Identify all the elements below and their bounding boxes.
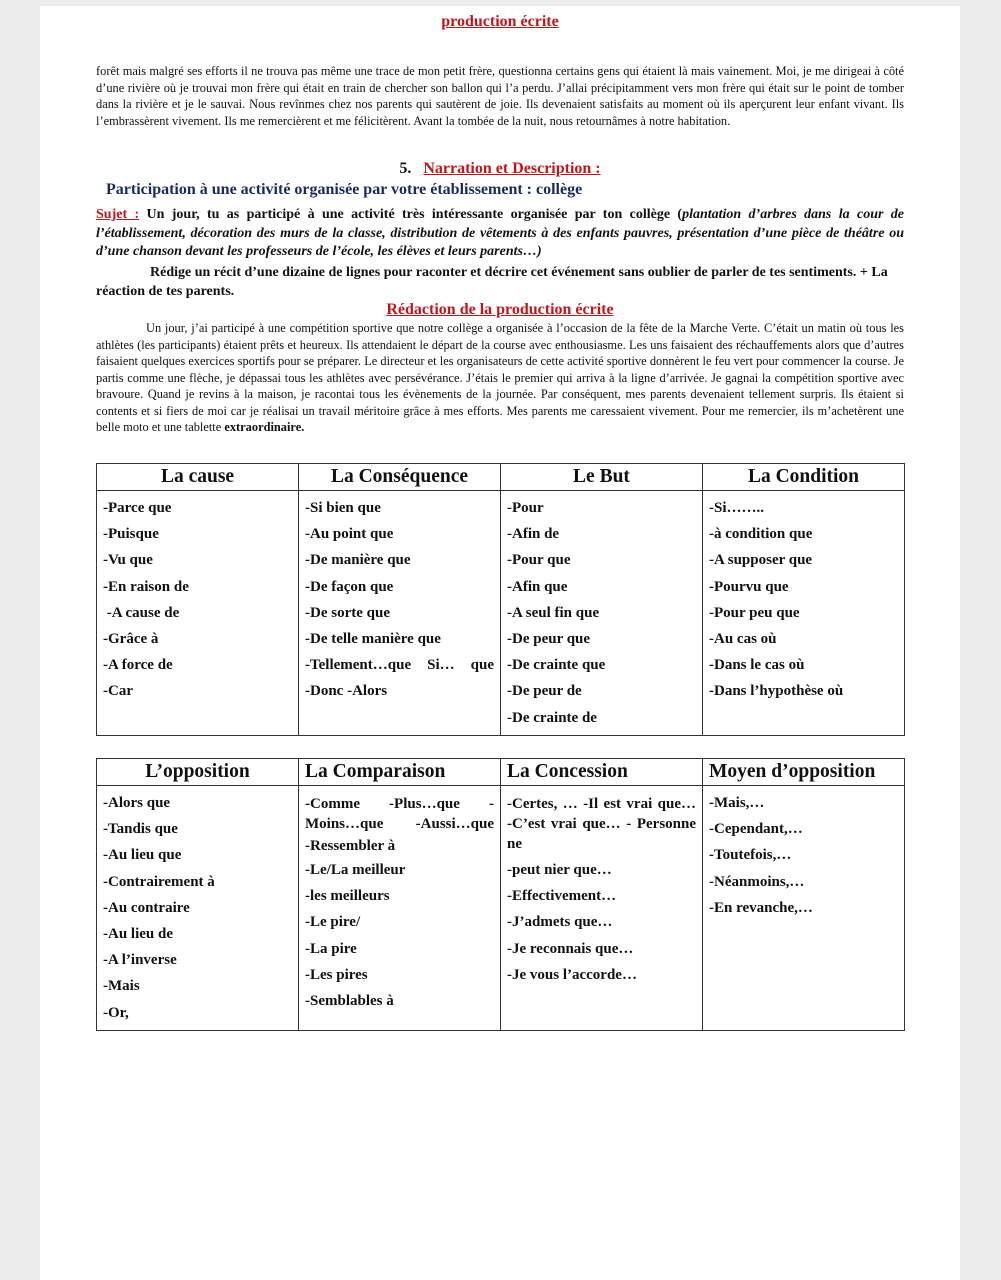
header-title: production écrite (441, 13, 559, 30)
subject-text: Un jour, tu as participé à une activité très intéressante organisée par ton collège ( (139, 207, 683, 222)
table-row (97, 786, 905, 1031)
but-cell (501, 491, 703, 736)
instruction-block (96, 263, 904, 301)
subject-block (96, 206, 904, 262)
connectors-table-2 (96, 758, 905, 1031)
header-opposition: L’opposition (97, 759, 299, 786)
cause-cell (97, 491, 299, 736)
list-item: -Je vous l’accorde… (507, 966, 637, 983)
list-item: -Au cas où (709, 630, 777, 647)
list-item: -Dans l’hypothèse où (709, 683, 844, 700)
list-item: -Le/La meilleur (305, 862, 406, 878)
list-item: -Au lieu que (103, 847, 182, 864)
list-item: -Parce que (103, 500, 172, 516)
list-item: -De manière que (305, 552, 411, 569)
list-item: -Tellement…que Si… que (305, 657, 494, 674)
comparaison-cell (299, 786, 501, 1031)
list-item: -De crainte de (507, 709, 597, 726)
list-item: -Vu que (103, 552, 153, 569)
list-item: -Cependant,… (709, 821, 803, 838)
list-item: -Je reconnais que… (507, 940, 634, 957)
list-item: -Or, (103, 1004, 129, 1021)
story-paragraph-2-text: Un jour, j’ai participé à une compétition sportive que notre collège a organisée à l’occasion de la fête de la Marche Verte. C’était un matin où tous les athlètes (les participants) étaient prêts et heureux. Ils attendaient le départ de la course avec enthousiasme. Les uns faisaient des réchauffements alors que d’autres faisaient quelques exercices sportifs pour se préparer. Le directeur et les organisateurs de cette activité sportive donnèrent le feu vert pour commencer la course. Je partis comme une flèche, je dépassai tous les athlètes avec persévérance. J’étais le premier qui arriva à la ligne d’arrivée. Je gagnai la compétition sportive avec bravoure. Quand je revins à la maison, je racontai tous les évènements de la journée. Par conséquent, mes parents devenaient tellement surpris. Ils étaient si contents et si fiers de moi car je réalisai un travail méritoire grâce à mes efforts. Mes parents me caressaient vivement. Pour me remercier, ils m’achetèrent une belle moto et une tablette (96, 321, 904, 434)
list-item: -La pire (305, 940, 357, 957)
list-item: -De peur de (507, 683, 582, 700)
subject-examples: plantation d’arbres dans la cour de l’établissement, décoration des murs de la classe, distribution de vêtements à des enfants pauvres, présentation d’une pièce de théâtre ou d’une chanson devant les professeurs de l’école, les élèves et leurs parents…) (96, 207, 905, 259)
concession-cell (501, 786, 703, 1031)
list-item: -Car (103, 683, 133, 700)
connectors-table-1 (96, 463, 905, 736)
story-paragraph-2-last: extraordinaire. (224, 420, 305, 434)
list-item: -A seul fin que (507, 604, 600, 621)
section-title: Narration et Description : (423, 160, 601, 177)
list-item: -J’admets que… (507, 914, 613, 931)
list-item: -A force de (103, 657, 173, 674)
list-item: -Comme -Plus…que - Moins…que -Aussi…que (305, 796, 494, 832)
list-item: -Puisque (103, 526, 159, 543)
section-number: 5. (399, 160, 412, 177)
instruction-text: Rédige un récit d’une dizaine de lignes pour raconter et décrire cet événement sans oublier de parler de tes sentiments. + La réaction de tes parents. (96, 265, 888, 299)
subject-label: Sujet : (96, 207, 140, 222)
list-item: -Pourvu que (709, 578, 789, 595)
list-item: -les meilleurs (305, 888, 390, 905)
list-item: -Au contraire (103, 899, 190, 916)
list-item: -Ressembler à (305, 838, 396, 854)
list-item: -Toutefois,… (709, 847, 792, 864)
list-item: -Mais (103, 978, 140, 995)
list-item: -A supposer que (709, 552, 813, 569)
list-item: -Mais,… (709, 795, 765, 811)
header-moyen-opposition: Moyen d’opposition (703, 759, 905, 786)
story-paragraph-1: forêt mais malgré ses efforts il ne trouva pas même une trace de mon petit frère, questionna certains gens qui étaient là mais vainement. Moi, je me dirigeai à côté d’une rivière où je trouvai mon frère qui était en train de chercher son ballon qui l’a perdu. J’allai précipitamment vers mon frère qui était sur le point de tomber dans la rivière et je le sauvai. Nous revînmes chez nos parents qui sautèrent de joie. Ils devenaient satisfaits au moment où ils aperçurent leur enfant vivant. Ils l’embrassèrent vivement. Ils me remercièrent et me félicitèrent. Avant la tombée de la nuit, nous retournâmes à notre habitation. (96, 64, 904, 128)
section-subtitle: Participation à une activité organisée par votre établissement : collège (106, 181, 583, 198)
list-item: -Pour peu que (709, 604, 800, 621)
list-item: -De crainte que (507, 657, 606, 674)
list-item: -Au lieu de (103, 925, 174, 942)
table-header-row (97, 759, 905, 786)
list-item: -Si bien que (305, 500, 381, 516)
list-item: -De façon que (305, 578, 394, 595)
story-paragraph-2 (96, 320, 904, 436)
list-item: -Néanmoins,… (709, 873, 805, 890)
list-item: -De peur que (507, 630, 591, 647)
section-heading (40, 160, 960, 178)
list-item: -Grâce à (103, 630, 159, 647)
list-item: -Contrairement à (103, 873, 215, 890)
consequence-cell (299, 491, 501, 736)
table-header-row (97, 464, 905, 491)
list-item: -Certes, … -Il est vrai que… -C’est vrai que… - Personne ne (507, 796, 696, 852)
list-item: -Si…….. (709, 500, 765, 516)
list-item: -Semblables à (305, 992, 394, 1009)
list-item: -Donc -Alors (305, 683, 388, 700)
document-page (40, 6, 960, 1280)
list-item: -Alors que (103, 795, 171, 811)
header-consequence: La Conséquence (299, 464, 501, 491)
table-row (97, 491, 905, 736)
list-item: -En raison de (103, 578, 189, 595)
list-item: -A cause de (103, 604, 180, 621)
list-item: -De sorte que (305, 604, 390, 621)
header-comparaison: La Comparaison (299, 759, 501, 786)
list-item: -à condition que (709, 526, 813, 543)
header-cause: La cause (97, 464, 299, 491)
header-but: Le But (501, 464, 703, 491)
opposition-cell (97, 786, 299, 1031)
moyen-opposition-cell (703, 786, 905, 1031)
list-item: -Effectivement… (507, 888, 617, 905)
list-item: -Afin que (507, 578, 568, 595)
list-item: -Pour (507, 500, 544, 516)
redaction-title: Rédaction de la production écrite (386, 301, 614, 318)
header-condition: La Condition (703, 464, 905, 491)
list-item: -Tandis que (103, 821, 178, 838)
condition-cell (703, 491, 905, 736)
list-item: -Pour que (507, 552, 571, 569)
list-item: -Les pires (305, 966, 368, 983)
list-item: -Afin de (507, 526, 560, 543)
list-item: -Au point que (305, 526, 394, 543)
list-item: -De telle manière que (305, 630, 441, 647)
header-concession: La Concession (501, 759, 703, 786)
list-item: -peut nier que… (507, 862, 612, 878)
list-item: -Le pire/ (305, 914, 361, 931)
list-item: -A l’inverse (103, 952, 177, 969)
list-item: -Dans le cas où (709, 657, 805, 674)
list-item: -En revanche,… (709, 899, 813, 916)
